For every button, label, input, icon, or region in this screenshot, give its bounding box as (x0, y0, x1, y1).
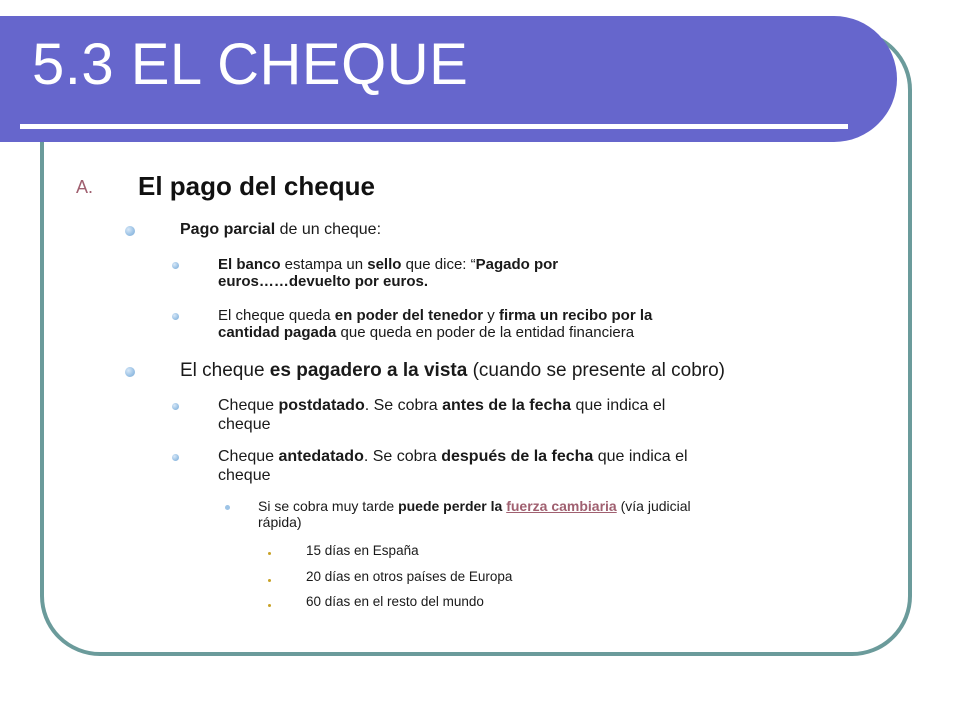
text-bold: El banco (218, 256, 281, 273)
sub-bullet-fuerza-cambiaria (258, 498, 858, 530)
sub-bullet-antedatado (218, 447, 858, 485)
text-bold: postdatado (278, 397, 365, 414)
text-bold: antes de la fecha (442, 397, 572, 414)
bullet-icon (172, 403, 179, 410)
section-heading: El pago del cheque (138, 171, 375, 201)
bullet-icon (268, 552, 271, 555)
text-bold: en poder del tenedor (334, 307, 484, 324)
bullet-icon (268, 579, 271, 582)
text-bold: después de la fecha (441, 448, 594, 465)
text: Cheque (218, 397, 279, 414)
text-bold: sello (367, 256, 402, 273)
text: . Se cobra (364, 397, 443, 414)
bullet-icon (225, 505, 230, 510)
list-item: 20 días en otros países de Europa (306, 569, 513, 584)
text: Cheque (218, 448, 279, 465)
text-bold: Pago parcial (180, 221, 276, 238)
bullet-icon (172, 313, 179, 320)
text-bold: antedatado (278, 448, 364, 465)
bullet-icon (172, 262, 179, 269)
text: . Se cobra (363, 448, 442, 465)
text: rápida) (258, 514, 302, 530)
bullet-icon (268, 604, 271, 607)
bullet-icon (125, 367, 135, 377)
text: El cheque (180, 360, 270, 381)
page-title: 5.3 EL CHEQUE (32, 32, 469, 97)
text: (vía judicial (616, 498, 691, 514)
text: que indica el (593, 448, 688, 465)
text-bold: puede perder la (398, 498, 503, 514)
text: cheque (218, 467, 271, 484)
text: de un cheque: (275, 221, 382, 238)
text: Si se cobra muy tarde (258, 498, 399, 514)
title-underline (20, 124, 848, 129)
sub-bullet-postdatado (218, 396, 858, 434)
text-bold: euros……devuelto por euros. (218, 273, 429, 290)
text: El cheque queda (218, 307, 335, 324)
list-item: 15 días en España (306, 543, 419, 558)
text: cheque (218, 416, 271, 433)
bullet-icon (125, 226, 135, 236)
text: que dice: “ (401, 256, 476, 273)
sub-bullet-banco-sello (218, 256, 858, 290)
text-bold: es pagadero a la vista (269, 360, 468, 381)
text: estampa un (280, 256, 368, 273)
text: (cuando se presente al cobro) (467, 360, 726, 381)
text: y (483, 307, 499, 324)
text-bold: cantidad pagada (218, 324, 337, 341)
text: que indica el (571, 397, 666, 414)
fuerza-cambiaria-link[interactable]: fuerza cambiaria (506, 498, 617, 514)
sub-bullet-tenedor-recibo (218, 307, 858, 341)
bullet-pagadero-vista (180, 360, 725, 382)
bullet-icon (172, 454, 179, 461)
bullet-pago-parcial (180, 221, 381, 239)
list-item: 60 días en el resto del mundo (306, 594, 484, 609)
text-bold: firma un recibo por la (498, 307, 653, 324)
text-bold: Pagado por (475, 256, 559, 273)
text: que queda en poder de la entidad financiera (336, 324, 635, 341)
section-marker: A. (76, 177, 94, 197)
